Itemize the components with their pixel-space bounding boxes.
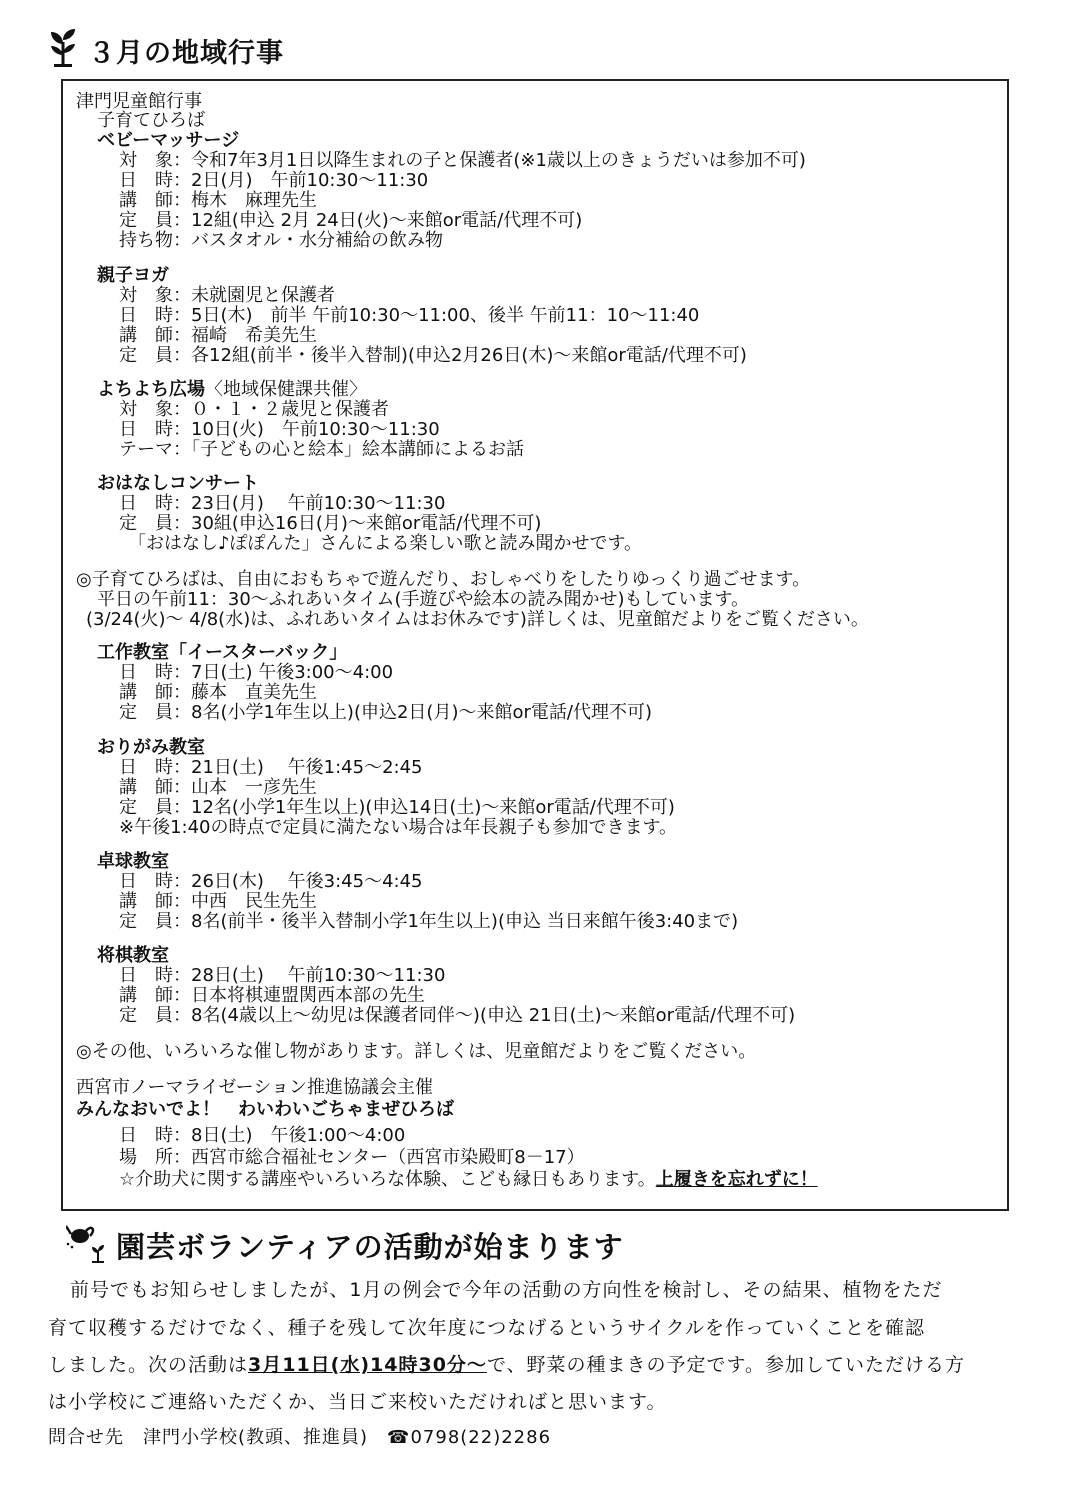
event-detail: 定 員：8名(前半・後半入替制小学1年生以上)(申込 当日来館午後3:40まで) (119, 911, 739, 932)
event-detail: ※午後1:40の時点で定員に満たない場合は年長親子も参加できます。 (119, 817, 678, 838)
event-detail: 定 員：30組(申込16日(月)〜来館or電話/代理不可) (119, 513, 542, 534)
contact-info: 問合せ先 津門小学校(教頭、推進員) ☎0798(22)2286 (48, 1427, 552, 1448)
event-detail: 対 象：未就園児と保護者 (119, 285, 335, 306)
event-title: みんなおいでよ！ わいわいごちゃまぜひろば (76, 1099, 454, 1120)
note-line: (3/24(火)〜 4/8(水)は、ふれあいタイムはお休みです)詳しくは、児童館だよりをご覧ください。 (86, 609, 869, 630)
event-detail: 日 時：8日(土) 午後1:00〜4:00 (119, 1125, 406, 1146)
event-detail: ☆介助犬に関する講座やいろいろな体験、こども縁日もあります。 (119, 1169, 656, 1190)
event-detail: 講 師：梅木 麻理先生 (119, 190, 317, 211)
event-title: ベビーマッサージ (97, 130, 240, 151)
body-text: しました。次の活動は (48, 1354, 249, 1376)
event-title: よちよち広場 (97, 379, 205, 400)
event-detail: 定 員：12名(小学1年生以上)(申込14日(土)〜来館or電話/代理不可) (119, 797, 675, 818)
event-detail: 持ち物：バスタオル・水分補給の飲み物 (119, 230, 443, 251)
event-title: おりがみ教室 (97, 737, 205, 758)
event-detail: テーマ：「子どもの心と絵本」絵本講師によるお話 (119, 439, 524, 460)
event-detail-row (119, 1170, 818, 1190)
event-detail: 「おはなし♪ぽぽんた」さんによる楽しい歌と読み聞かせです。 (128, 533, 643, 554)
program-name: 子育てひろば (97, 110, 205, 131)
note-line: ◎その他、いろいろな催し物があります。詳しくは、児童館だよりをご覧ください。 (76, 1041, 757, 1062)
body-text: 前号でもお知らせしましたが、1月の例会で今年の活動の方向性を検討し、その結果、植物をただ (70, 1279, 943, 1301)
event-subtitle: 〈地域保健課共催〉 (205, 379, 367, 400)
event-detail: 日 時：7日(土) 午後3:00〜4:00 (119, 662, 394, 683)
activity-date: 3月11日(水)14時30分〜 (248, 1354, 487, 1376)
event-detail: 講 師：福崎 希美先生 (119, 325, 317, 346)
event-title-row (97, 380, 367, 400)
sprout-icon (48, 28, 78, 72)
event-detail: 講 師：中西 民生先生 (119, 891, 317, 912)
event-detail: 日 時：28日(土) 午前10:30〜11:30 (119, 965, 446, 986)
event-detail: 対 象：０・１・２歳児と保護者 (119, 399, 389, 420)
event-detail: 定 員：8名(4歳以上〜幼児は保護者同伴〜)(申込 21日(土)〜来館or電話/代理不可) (119, 1005, 796, 1026)
body-text: で、野菜の種まきの予定です。参加していただける方 (486, 1354, 966, 1376)
watering-can-icon (66, 1222, 110, 1268)
org-name: 西宮市ノーマライゼーション推進協議会主催 (76, 1077, 433, 1098)
event-detail: 講 師：山本 一彦先生 (119, 777, 317, 798)
event-detail: 講 師：藤本 直美先生 (119, 682, 317, 703)
section-header (48, 28, 284, 72)
event-title: おはなしコンサート (97, 473, 259, 494)
body-text-row (48, 1353, 965, 1377)
event-title: 工作教室「イースターバック」 (97, 642, 348, 663)
event-detail: 定 員：12組(申込 2月 24日(火)〜来館or電話/代理不可) (119, 210, 583, 231)
event-detail: 定 員：各12組(前半・後半入替制)(申込2月26日(木)〜来館or電話/代理不可) (119, 345, 747, 366)
event-detail: 日 時：26日(木) 午後3:45〜4:45 (119, 871, 423, 892)
event-detail: 対 象：令和7年3月1日以降生まれの子と保護者(※1歳以上のきょうだいは参加不可) (119, 150, 806, 171)
garden-header (66, 1222, 624, 1268)
event-detail: 日 時：5日(木) 前半 午前10:30〜11:00、後半 午前11：10〜11:40 (119, 305, 700, 326)
event-detail: 定 員：8名(小学1年生以上)(申込2日(月)〜来館or電話/代理不可) (119, 702, 652, 723)
emphasis-text: 上履きを忘れずに！ (655, 1169, 818, 1190)
event-detail: 講 師：日本将棋連盟関西本部の先生 (119, 985, 425, 1006)
event-title: 卓球教室 (97, 851, 169, 872)
event-detail: 日 時：2日(月) 午前10:30〜11:30 (119, 170, 429, 191)
event-detail: 場 所：西宮市総合福祉センター（西宮市染殿町8－17） (119, 1147, 585, 1168)
body-text: 育て収穫するだけでなく、種子を残して次年度につなげるというサイクルを作っていくことを確認 (48, 1317, 925, 1339)
note-line: 平日の午前11：30〜ふれあいタイム(手遊びや絵本の読み聞かせ)もしています。 (97, 589, 750, 610)
event-detail: 日 時：23日(月) 午前10:30〜11:30 (119, 493, 446, 514)
event-title: 将棋教室 (97, 945, 169, 966)
event-detail: 日 時：21日(土) 午後1:45〜2:45 (119, 757, 423, 778)
note-line: ◎子育てひろばは、自由におもちゃで遊んだり、おしゃべりをしたりゆっくり過ごせます。 (76, 569, 811, 590)
section-title: 園芸ボランティアの活動が始まります (116, 1229, 624, 1264)
page-title: ３月の地域行事 (88, 37, 284, 69)
event-title: 親子ヨガ (97, 265, 169, 286)
event-detail: 日 時：10日(火) 午前10:30〜11:30 (119, 419, 440, 440)
org-name: 津門児童館行事 (76, 91, 202, 112)
body-text: は小学校にご連絡いただくか、当日ご来校いただければと思います。 (48, 1391, 667, 1413)
